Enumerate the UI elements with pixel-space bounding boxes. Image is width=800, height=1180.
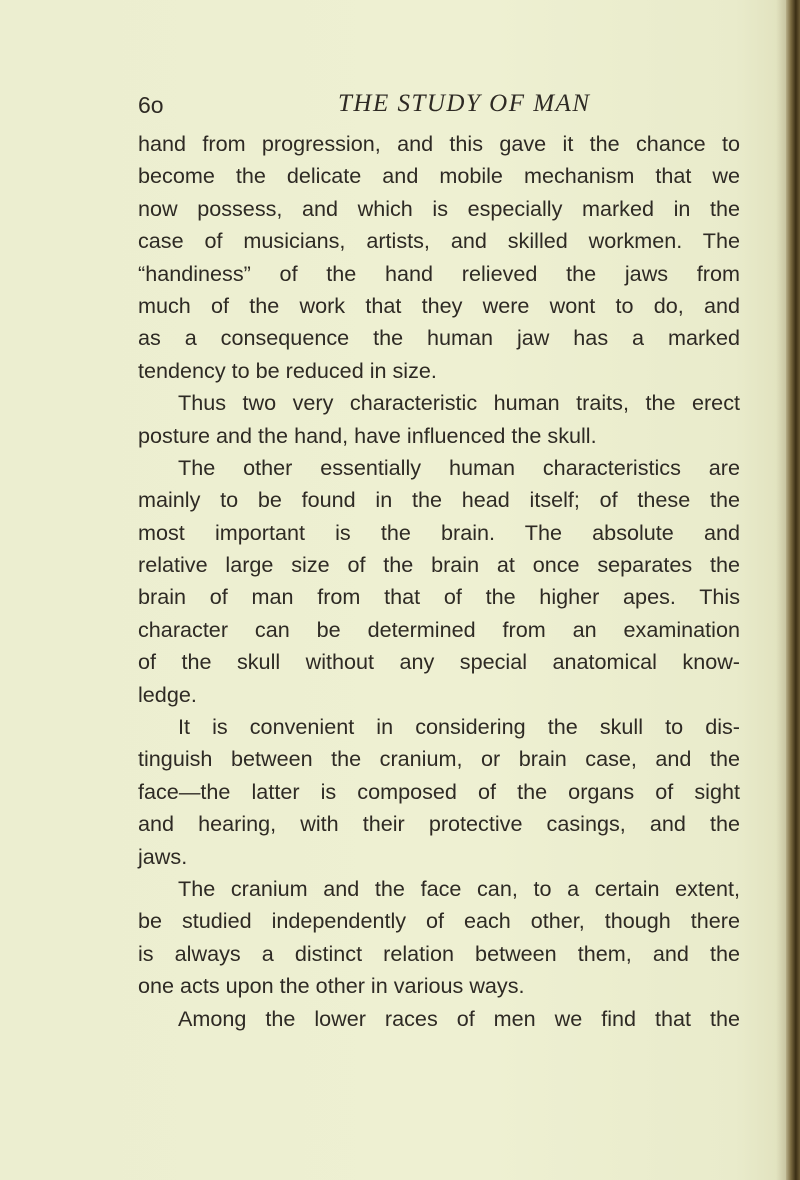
paragraph-start-line: The cranium and the face can, to a certain extent,	[178, 875, 740, 901]
text-line: become the delicate and mobile mechanism that we	[138, 163, 740, 189]
text-line: “handiness” of the hand relieved the jaws from	[138, 260, 740, 286]
paragraph-end-line: posture and the hand, have influenced the skull.	[138, 422, 597, 448]
text-line: most important is the brain. The absolute and	[138, 519, 740, 545]
text-line: character can be determined from an examination	[138, 616, 740, 642]
text-line: case of musicians, artists, and skilled workmen. The	[138, 228, 740, 254]
text-line: and hearing, with their protective casings, and the	[138, 811, 740, 837]
body-text	[138, 128, 740, 1035]
running-title: THE STUDY OF MAN	[338, 90, 591, 117]
page-number: 6o	[138, 92, 164, 118]
text-line: as a consequence the human jaw has a marked	[138, 325, 740, 351]
paragraph-start-line: It is convenient in considering the skull to dis-	[178, 714, 740, 740]
text-line: is always a distinct relation between them, and the	[138, 940, 740, 966]
paragraph-end-line: ledge.	[138, 681, 197, 707]
book-spine-edge	[786, 0, 800, 1180]
text-line: now possess, and which is especially marked in the	[138, 195, 740, 221]
text-line: be studied independently of each other, though there	[138, 908, 740, 934]
text-line: mainly to be found in the head itself; of these the	[138, 487, 740, 513]
page-header	[138, 92, 738, 124]
text-line: relative large size of the brain at once separates the	[138, 552, 740, 578]
text-line: of the skull without any special anatomical know-	[138, 649, 740, 675]
text-line: hand from progression, and this gave it the chance to	[138, 131, 740, 156]
paragraph-start-line: Thus two very characteristic human traits, the erect	[178, 390, 740, 416]
paragraph-start-line: The other essentially human characteristics are	[178, 454, 740, 480]
text-line: tinguish between the cranium, or brain case, and the	[138, 746, 740, 772]
text-line: brain of man from that of the higher apes. This	[138, 584, 740, 610]
paragraph-end-line: jaws.	[138, 843, 188, 869]
page-gutter-shadow	[776, 0, 786, 1180]
paragraph-end-line: one acts upon the other in various ways.	[138, 973, 525, 999]
paragraph-start-line: Among the lower races of men we find that the	[178, 1005, 740, 1031]
text-line: face—the latter is composed of the organs of sight	[138, 778, 740, 804]
paragraph-end-line: tendency to be reduced in size.	[138, 357, 437, 383]
text-line: much of the work that they were wont to do, and	[138, 292, 740, 318]
